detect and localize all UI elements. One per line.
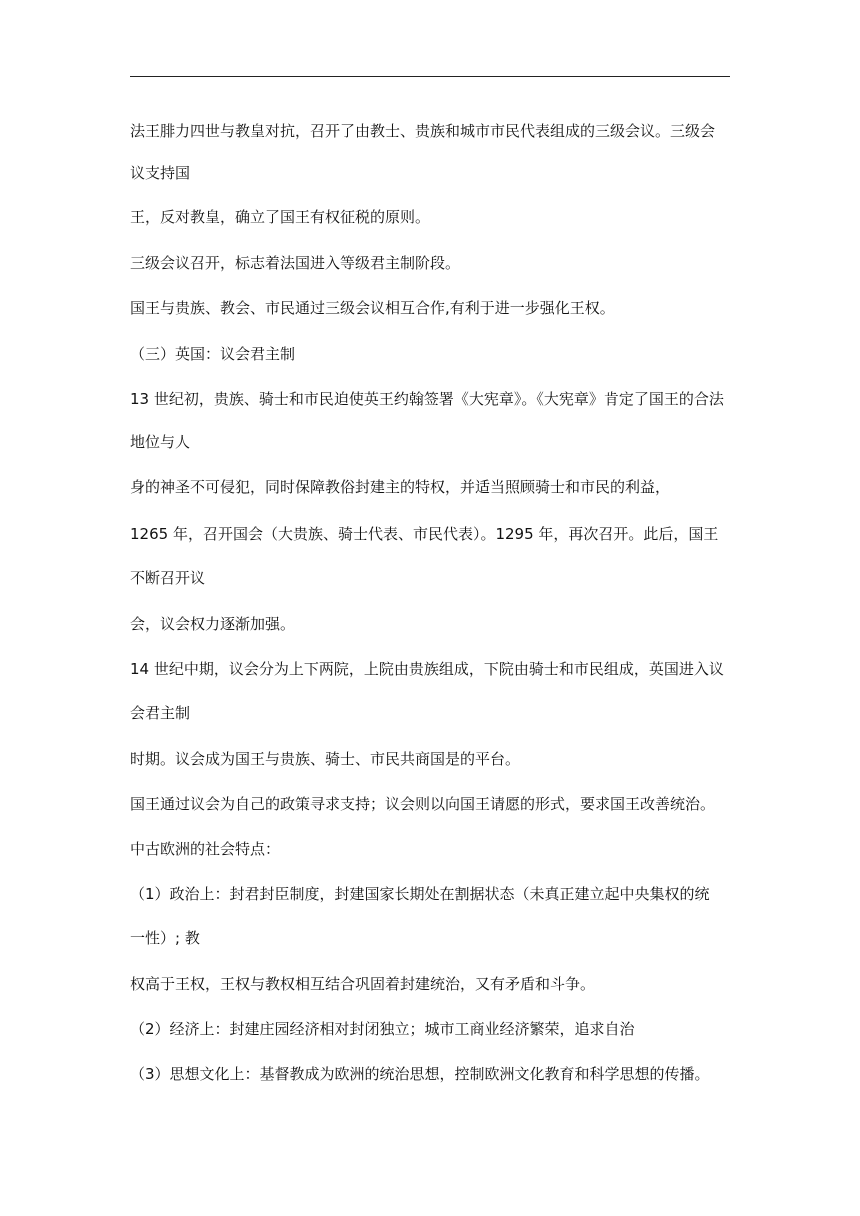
text-line: 时期。议会成为国王与贵族、骑士、市民共商国是的平台。 <box>130 750 521 768</box>
text-line: 议支持国 <box>130 164 191 182</box>
text-line: 1265 年，召开国会（大贵族、骑士代表、市民代表）。1295 年，再次召开。此后，国王 <box>130 525 719 543</box>
text-line: 王，反对教皇，确立了国王有权征税的原则。 <box>130 208 431 226</box>
text-line: （1）政治上：封君封臣制度，封建国家长期处在割据状态（未真正建立起中央集权的统 <box>130 885 710 903</box>
section-heading: （三）英国：议会君主制 <box>130 345 296 363</box>
text-line: 一性）; 教 <box>130 929 200 947</box>
text-line: 地位与人 <box>130 433 191 451</box>
header-rule <box>130 76 730 77</box>
text-line: 法王腓力四世与教皇对抗，召开了由教士、贵族和城市市民代表组成的三级会议。三级会 <box>130 122 716 140</box>
text-line: 不断召开议 <box>130 569 206 587</box>
text-line: 国王通过议会为自己的政策寻求支持；议会则以向国王请愿的形式，要求国王改善统治。 <box>130 795 716 813</box>
text-line: 会，议会权力逐渐加强。 <box>130 615 296 633</box>
text-line: 国王与贵族、教会、市民通过三级会议相互合作,有利于进一步强化王权。 <box>130 299 615 317</box>
text-line: （3）思想文化上：基督教成为欧洲的统治思想，控制欧洲文化教育和科学思想的传播。 <box>130 1065 710 1083</box>
text-line: （2）经济上：封建庄园经济相对封闭独立；城市工商业经济繁荣，追求自治 <box>130 1020 635 1038</box>
text-line: 14 世纪中期，议会分为上下两院，上院由贵族组成，下院由骑士和市民组成，英国进入议 <box>130 660 724 678</box>
text-line: 三级会议召开，标志着法国进入等级君主制阶段。 <box>130 254 461 272</box>
text-line: 13 世纪初，贵族、骑士和市民迫使英王约翰签署《大宪章》。《大宪章》肯定了国王的合法 <box>130 390 724 408</box>
text-line: 身的神圣不可侵犯，同时保障教俗封建主的特权，并适当照顾骑士和市民的利益， <box>130 478 671 496</box>
text-line: 中古欧洲的社会特点： <box>130 840 281 858</box>
text-line: 权高于王权，王权与教权相互结合巩固着封建统治，又有矛盾和斗争。 <box>130 975 596 993</box>
text-line: 会君主制 <box>130 704 191 722</box>
